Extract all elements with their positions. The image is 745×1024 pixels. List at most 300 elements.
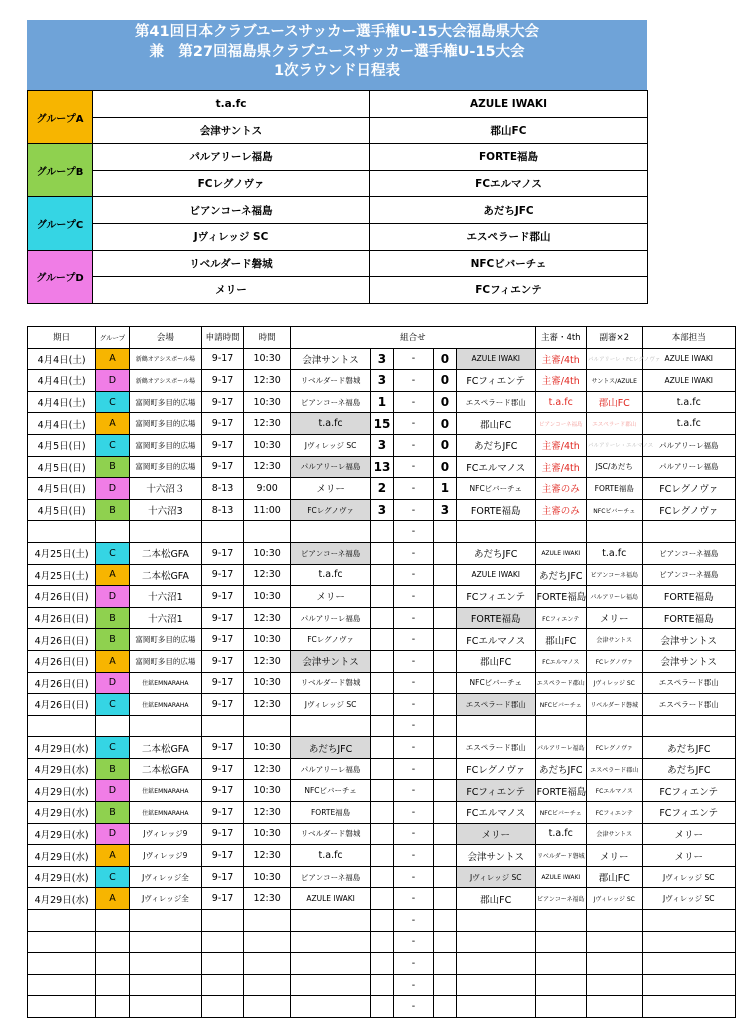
- team-name: AZULE IWAKI: [370, 91, 648, 118]
- apply-time: 9-17: [202, 348, 244, 370]
- empty-cell: [244, 931, 291, 953]
- kickoff-time: 12:30: [244, 650, 291, 672]
- apply-time: 9-17: [202, 845, 244, 867]
- apply-time: 9-17: [202, 607, 244, 629]
- empty-cell: [456, 953, 535, 975]
- match-row: [28, 845, 736, 867]
- away-score: 3: [433, 499, 456, 521]
- empty-cell: [96, 996, 130, 1018]
- referee: ビアンコーネ福島: [535, 413, 586, 435]
- empty-cell: [586, 715, 642, 737]
- empty-row: [28, 715, 736, 737]
- team-name: リベルダード磐城: [93, 250, 370, 277]
- match-group: A: [96, 413, 130, 435]
- hq-team: FORTE福島: [642, 586, 735, 608]
- away-score: 0: [433, 391, 456, 413]
- hq-team: AZULE IWAKI: [642, 370, 735, 392]
- match-group: B: [96, 456, 130, 478]
- match-date: 4月29日(水): [28, 823, 96, 845]
- score-separator: -: [394, 586, 434, 608]
- referee: 主審/4th: [535, 456, 586, 478]
- match-date: 4月29日(水): [28, 845, 96, 867]
- match-row: [28, 694, 736, 716]
- match-venue: Jヴィレッジ9: [129, 823, 201, 845]
- away-score: 0: [433, 413, 456, 435]
- home-team: AZULE IWAKI: [291, 888, 371, 910]
- match-date: 4月25日(土): [28, 564, 96, 586]
- apply-time: 9-17: [202, 413, 244, 435]
- away-team: FCフィエンテ: [456, 586, 535, 608]
- away-score: [433, 845, 456, 867]
- empty-cell: -: [394, 953, 434, 975]
- match-group: D: [96, 370, 130, 392]
- empty-cell: [202, 953, 244, 975]
- match-venue: 住鉱EMNARAHA: [129, 780, 201, 802]
- match-venue: 二本松GFA: [129, 737, 201, 759]
- empty-cell: [202, 996, 244, 1018]
- hq-team: Jヴィレッジ SC: [642, 866, 735, 888]
- empty-cell: [370, 974, 393, 996]
- referee: 主審/4th: [535, 370, 586, 392]
- empty-cell: [535, 974, 586, 996]
- kickoff-time: 10:30: [244, 542, 291, 564]
- match-venue: 富岡町多目的広場: [129, 650, 201, 672]
- assistant-referees: Jヴィレッジ SC: [586, 888, 642, 910]
- away-score: [433, 564, 456, 586]
- empty-cell: [535, 996, 586, 1018]
- away-team: あだちJFC: [456, 542, 535, 564]
- group-row: [28, 277, 648, 304]
- apply-time: 9-17: [202, 780, 244, 802]
- kickoff-time: 10:30: [244, 586, 291, 608]
- empty-cell: [433, 715, 456, 737]
- match-row: [28, 478, 736, 500]
- match-venue: 住鉱EMNARAHA: [129, 694, 201, 716]
- empty-cell: [244, 996, 291, 1018]
- match-venue: 富岡町多目的広場: [129, 413, 201, 435]
- apply-time: 9-17: [202, 564, 244, 586]
- match-group: C: [96, 694, 130, 716]
- empty-cell: [129, 715, 201, 737]
- group-table: [27, 90, 648, 304]
- match-group: A: [96, 845, 130, 867]
- group-row: [28, 197, 648, 224]
- match-group: A: [96, 564, 130, 586]
- empty-cell: [535, 715, 586, 737]
- team-name: t.a.fc: [93, 91, 370, 118]
- away-team: 会津サントス: [456, 845, 535, 867]
- empty-cell: [370, 715, 393, 737]
- away-team: FCフィエンテ: [456, 780, 535, 802]
- empty-cell: [535, 521, 586, 543]
- match-group: D: [96, 823, 130, 845]
- score-separator: -: [394, 348, 434, 370]
- referee: 主審のみ: [535, 499, 586, 521]
- empty-cell: [129, 953, 201, 975]
- apply-time: 9-17: [202, 542, 244, 564]
- empty-cell: -: [394, 974, 434, 996]
- empty-cell: [28, 715, 96, 737]
- match-venue: Jヴィレッジ9: [129, 845, 201, 867]
- assistant-referees: JSC/あだち: [586, 456, 642, 478]
- away-team: エスペラード郡山: [456, 694, 535, 716]
- empty-cell: -: [394, 996, 434, 1018]
- hq-team: エスペラード郡山: [642, 694, 735, 716]
- empty-cell: [586, 996, 642, 1018]
- assistant-referees: サントス/AZULE: [586, 370, 642, 392]
- match-group: A: [96, 650, 130, 672]
- team-name: 会津サントス: [93, 117, 370, 144]
- referee: t.a.fc: [535, 823, 586, 845]
- apply-time: 9-17: [202, 586, 244, 608]
- kickoff-time: 10:30: [244, 672, 291, 694]
- match-row: [28, 434, 736, 456]
- empty-cell: [586, 953, 642, 975]
- hq-team: AZULE IWAKI: [642, 348, 735, 370]
- empty-cell: [535, 953, 586, 975]
- home-team: 会津サントス: [291, 348, 371, 370]
- away-team: FORTE福島: [456, 607, 535, 629]
- match-row: [28, 391, 736, 413]
- referee: FCエルマノス: [535, 650, 586, 672]
- match-date: 4月4日(土): [28, 413, 96, 435]
- group-label: グループB: [28, 144, 93, 197]
- group-row: [28, 223, 648, 250]
- home-score: 3: [370, 370, 393, 392]
- score-separator: -: [394, 499, 434, 521]
- empty-cell: [202, 931, 244, 953]
- team-name: パルアリーレ福島: [93, 144, 370, 171]
- apply-time: 9-17: [202, 456, 244, 478]
- team-name: NFCビバーチェ: [370, 250, 648, 277]
- match-group: D: [96, 672, 130, 694]
- empty-cell: [642, 931, 735, 953]
- empty-cell: [96, 715, 130, 737]
- score-separator: -: [394, 802, 434, 824]
- home-score: [370, 737, 393, 759]
- match-venue: 新鶴オアシスボール場: [129, 348, 201, 370]
- match-group: D: [96, 586, 130, 608]
- hq-team: FCフィエンテ: [642, 780, 735, 802]
- match-venue: 十六沼1: [129, 586, 201, 608]
- empty-cell: [433, 910, 456, 932]
- kickoff-time: 10:30: [244, 737, 291, 759]
- match-row: [28, 737, 736, 759]
- empty-cell: [129, 910, 201, 932]
- hq-team: パルアリーレ福島: [642, 434, 735, 456]
- away-team: 郡山FC: [456, 413, 535, 435]
- header-match: 組合せ: [291, 327, 535, 349]
- match-date: 4月26日(日): [28, 672, 96, 694]
- score-separator: -: [394, 758, 434, 780]
- header-venue: 会場: [129, 327, 201, 349]
- home-score: [370, 888, 393, 910]
- referee: t.a.fc: [535, 391, 586, 413]
- match-group: A: [96, 348, 130, 370]
- kickoff-time: 12:30: [244, 370, 291, 392]
- empty-cell: [28, 953, 96, 975]
- referee: ビアンコーネ福島: [535, 888, 586, 910]
- empty-row: [28, 931, 736, 953]
- match-date: 4月26日(日): [28, 607, 96, 629]
- home-score: 15: [370, 413, 393, 435]
- score-separator: -: [394, 542, 434, 564]
- match-date: 4月26日(日): [28, 586, 96, 608]
- home-team: NFCビバーチェ: [291, 780, 371, 802]
- referee: NFCビバーチェ: [535, 802, 586, 824]
- referee: NFCビバーチェ: [535, 694, 586, 716]
- apply-time: 8-13: [202, 499, 244, 521]
- group-row: [28, 91, 648, 118]
- schedule-table: [27, 326, 736, 1018]
- assistant-referees: ビアンコーネ福島: [586, 564, 642, 586]
- home-team: パルアリーレ福島: [291, 607, 371, 629]
- apply-time: 9-17: [202, 694, 244, 716]
- header-assistant: 副審×2: [586, 327, 642, 349]
- hq-team: t.a.fc: [642, 391, 735, 413]
- match-group: A: [96, 888, 130, 910]
- empty-row: [28, 974, 736, 996]
- assistant-referees: パルアリーレ福島: [586, 586, 642, 608]
- match-venue: Jヴィレッジ全: [129, 888, 201, 910]
- match-venue: 富岡町多目的広場: [129, 629, 201, 651]
- away-score: [433, 672, 456, 694]
- match-group: D: [96, 780, 130, 802]
- referee: あだちJFC: [535, 758, 586, 780]
- empty-cell: [433, 521, 456, 543]
- empty-cell: [96, 910, 130, 932]
- kickoff-time: 12:30: [244, 413, 291, 435]
- empty-cell: [96, 974, 130, 996]
- match-venue: 富岡町多目的広場: [129, 456, 201, 478]
- hq-team: メリー: [642, 845, 735, 867]
- away-score: [433, 650, 456, 672]
- empty-row: [28, 521, 736, 543]
- away-team: 郡山FC: [456, 650, 535, 672]
- empty-cell: [456, 910, 535, 932]
- hq-team: 会津サントス: [642, 629, 735, 651]
- header-referee: 主審・4th: [535, 327, 586, 349]
- kickoff-time: 12:30: [244, 456, 291, 478]
- match-venue: 二本松GFA: [129, 564, 201, 586]
- away-score: [433, 737, 456, 759]
- match-row: [28, 823, 736, 845]
- team-name: Jヴィレッジ SC: [93, 223, 370, 250]
- match-date: 4月29日(水): [28, 802, 96, 824]
- away-score: 0: [433, 456, 456, 478]
- empty-cell: [291, 974, 371, 996]
- home-team: Jヴィレッジ SC: [291, 694, 371, 716]
- kickoff-time: 12:30: [244, 607, 291, 629]
- home-score: [370, 564, 393, 586]
- hq-team: FORTE福島: [642, 607, 735, 629]
- away-score: [433, 758, 456, 780]
- header-hq: 本部担当: [642, 327, 735, 349]
- match-group: C: [96, 737, 130, 759]
- group-row: [28, 144, 648, 171]
- match-row: [28, 780, 736, 802]
- empty-cell: [202, 974, 244, 996]
- empty-cell: -: [394, 521, 434, 543]
- header-apply-time: 申請時間: [202, 327, 244, 349]
- schedule-header-row: [28, 327, 736, 349]
- match-group: C: [96, 866, 130, 888]
- empty-cell: [370, 931, 393, 953]
- match-row: [28, 758, 736, 780]
- away-score: [433, 802, 456, 824]
- away-score: [433, 542, 456, 564]
- referee: FCフィエンテ: [535, 607, 586, 629]
- match-venue: 住鉱EMNARAHA: [129, 672, 201, 694]
- score-separator: -: [394, 672, 434, 694]
- apply-time: 9-17: [202, 629, 244, 651]
- hq-team: FCフィエンテ: [642, 802, 735, 824]
- referee: FORTE福島: [535, 586, 586, 608]
- assistant-referees: Jヴィレッジ SC: [586, 672, 642, 694]
- match-venue: 十六沼3: [129, 499, 201, 521]
- hq-team: パルアリーレ福島: [642, 456, 735, 478]
- home-score: [370, 672, 393, 694]
- score-separator: -: [394, 845, 434, 867]
- empty-cell: [370, 910, 393, 932]
- empty-cell: [586, 931, 642, 953]
- hq-team: FCレグノヴァ: [642, 499, 735, 521]
- away-team: FCエルマノス: [456, 456, 535, 478]
- match-date: 4月29日(水): [28, 888, 96, 910]
- empty-row: [28, 953, 736, 975]
- match-group: B: [96, 607, 130, 629]
- match-date: 4月4日(土): [28, 370, 96, 392]
- score-separator: -: [394, 780, 434, 802]
- match-group: B: [96, 499, 130, 521]
- apply-time: 9-17: [202, 888, 244, 910]
- assistant-referees: 郡山FC: [586, 391, 642, 413]
- hq-team: 会津サントス: [642, 650, 735, 672]
- match-row: [28, 456, 736, 478]
- empty-cell: [28, 931, 96, 953]
- assistant-referees: FCレグノヴァ: [586, 650, 642, 672]
- away-team: AZULE IWAKI: [456, 348, 535, 370]
- match-row: [28, 650, 736, 672]
- home-team: リベルダード磐城: [291, 672, 371, 694]
- empty-cell: [642, 974, 735, 996]
- match-group: B: [96, 802, 130, 824]
- empty-cell: -: [394, 931, 434, 953]
- hq-team: t.a.fc: [642, 413, 735, 435]
- empty-cell: [456, 974, 535, 996]
- match-row: [28, 607, 736, 629]
- match-group: C: [96, 434, 130, 456]
- home-score: [370, 758, 393, 780]
- hq-team: エスペラード郡山: [642, 672, 735, 694]
- empty-cell: [535, 931, 586, 953]
- empty-cell: [244, 521, 291, 543]
- kickoff-time: 12:30: [244, 694, 291, 716]
- hq-team: メリー: [642, 823, 735, 845]
- empty-cell: [28, 996, 96, 1018]
- match-row: [28, 586, 736, 608]
- match-venue: 十六沼３: [129, 478, 201, 500]
- home-score: [370, 542, 393, 564]
- score-separator: -: [394, 737, 434, 759]
- referee: 主審/4th: [535, 348, 586, 370]
- kickoff-time: 10:30: [244, 434, 291, 456]
- kickoff-time: 12:30: [244, 758, 291, 780]
- home-team: 会津サントス: [291, 650, 371, 672]
- match-venue: 二本松GFA: [129, 542, 201, 564]
- match-venue: 新鶴オアシスボール場: [129, 370, 201, 392]
- away-team: FCレグノヴァ: [456, 758, 535, 780]
- match-row: [28, 802, 736, 824]
- match-row: [28, 629, 736, 651]
- empty-cell: [291, 910, 371, 932]
- home-score: [370, 607, 393, 629]
- assistant-referees: メリー: [586, 845, 642, 867]
- home-team: FORTE福島: [291, 802, 371, 824]
- apply-time: 9-17: [202, 650, 244, 672]
- referee: AZULE IWAKI: [535, 542, 586, 564]
- referee: リベルダード磐城: [535, 845, 586, 867]
- away-score: 0: [433, 370, 456, 392]
- home-team: t.a.fc: [291, 564, 371, 586]
- away-score: [433, 866, 456, 888]
- score-separator: -: [394, 629, 434, 651]
- away-score: [433, 780, 456, 802]
- hq-team: Jヴィレッジ SC: [642, 888, 735, 910]
- kickoff-time: 10:30: [244, 866, 291, 888]
- empty-cell: [586, 974, 642, 996]
- assistant-referees: パルアリーレ・FCレグノヴァ: [586, 348, 642, 370]
- empty-cell: [244, 974, 291, 996]
- match-venue: 富岡町多目的広場: [129, 434, 201, 456]
- kickoff-time: 12:30: [244, 802, 291, 824]
- home-team: リベルダード磐城: [291, 823, 371, 845]
- title-line-2: 兼 第27回福島県クラブユースサッカー選手権U-15大会: [149, 43, 525, 60]
- team-name: FORTE福島: [370, 144, 648, 171]
- hq-team: あだちJFC: [642, 737, 735, 759]
- away-score: [433, 694, 456, 716]
- away-team: エスペラード郡山: [456, 737, 535, 759]
- match-venue: 十六沼1: [129, 607, 201, 629]
- home-score: [370, 780, 393, 802]
- away-score: [433, 888, 456, 910]
- home-team: t.a.fc: [291, 413, 371, 435]
- match-row: [28, 499, 736, 521]
- home-score: [370, 650, 393, 672]
- hq-team: ビアンコーネ福島: [642, 564, 735, 586]
- match-group: B: [96, 629, 130, 651]
- away-team: あだちJFC: [456, 434, 535, 456]
- away-team: Jヴィレッジ SC: [456, 866, 535, 888]
- assistant-referees: t.a.fc: [586, 542, 642, 564]
- match-venue: 住鉱EMNARAHA: [129, 802, 201, 824]
- match-date: 4月25日(土): [28, 542, 96, 564]
- kickoff-time: 12:30: [244, 888, 291, 910]
- referee: FORTE福島: [535, 780, 586, 802]
- empty-cell: [129, 974, 201, 996]
- referee: 主審のみ: [535, 478, 586, 500]
- empty-cell: [244, 953, 291, 975]
- away-team: FORTE福島: [456, 499, 535, 521]
- empty-cell: [96, 521, 130, 543]
- title-line-3: 1次ラウンド日程表: [273, 63, 401, 79]
- match-date: 4月26日(日): [28, 694, 96, 716]
- empty-row: [28, 910, 736, 932]
- apply-time: 9-17: [202, 672, 244, 694]
- empty-cell: [642, 521, 735, 543]
- empty-cell: [642, 715, 735, 737]
- score-separator: -: [394, 391, 434, 413]
